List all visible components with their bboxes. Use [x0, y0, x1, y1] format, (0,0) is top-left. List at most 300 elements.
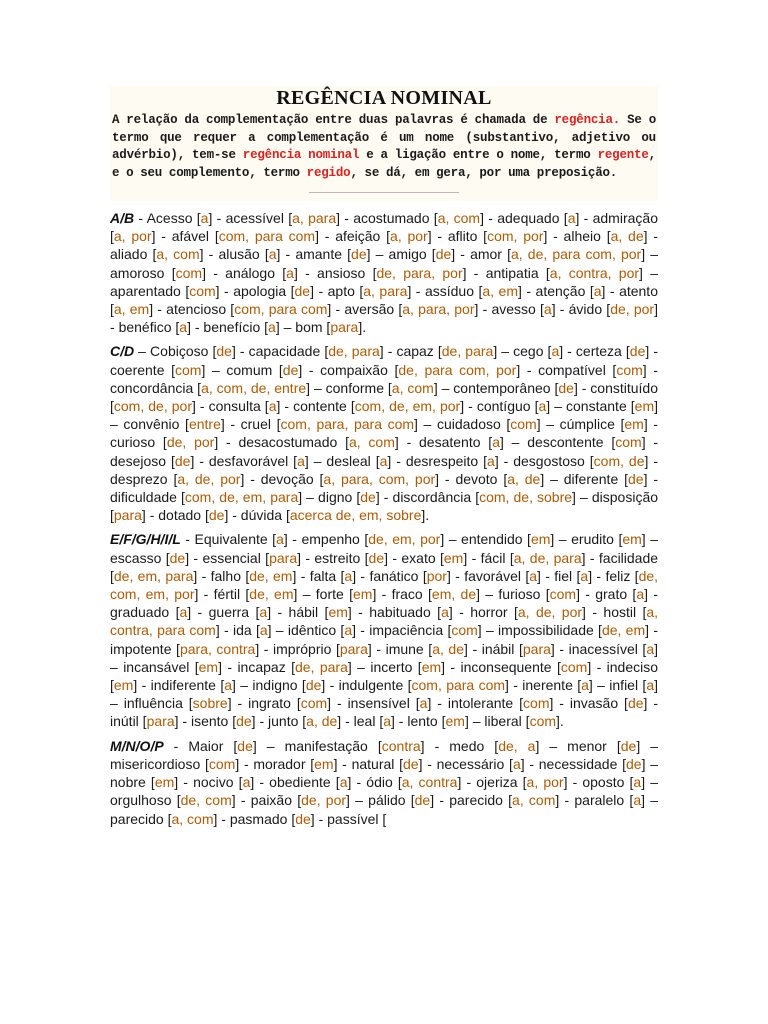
entry-preposition: com	[510, 416, 537, 433]
entry-preposition: a	[512, 755, 521, 772]
entry-word: indeciso	[606, 658, 659, 675]
entry-word: feliz	[605, 567, 631, 584]
entry-preposition: com	[529, 713, 557, 730]
entry-word: impaciência	[369, 622, 444, 639]
entry-word: impossibilidade	[498, 622, 594, 639]
entry-word: morador	[253, 755, 306, 772]
entry-preposition: a, em	[482, 282, 518, 299]
entry-preposition: para	[146, 713, 175, 730]
entry-word: ida	[232, 622, 252, 639]
entry-word: acostumado	[353, 210, 430, 226]
entry-preposition: em	[421, 658, 442, 675]
entry-preposition: a	[344, 622, 353, 639]
entry-word: coerente	[110, 361, 165, 378]
entry-preposition: de, com	[180, 792, 232, 809]
entry-word: cego	[513, 343, 544, 360]
entry-preposition: de	[629, 343, 646, 360]
entry-preposition: de, para	[328, 343, 380, 360]
entry-preposition: a, contra, por	[549, 264, 640, 281]
entry-preposition: a, de	[432, 640, 465, 657]
entry-preposition: a	[441, 604, 449, 621]
entry-preposition: em	[113, 677, 134, 694]
entry-preposition: a, com, de, entre	[201, 379, 307, 396]
entry-preposition: de	[627, 470, 644, 487]
entry-word: dificuldade	[110, 489, 177, 506]
entry-word: adequado	[497, 210, 560, 226]
entry-preposition: a	[551, 343, 560, 360]
entry-preposition: em	[530, 531, 551, 548]
entry-word: convênio	[123, 416, 180, 433]
entry-word: contemporâneo	[453, 379, 551, 396]
entry-word: cuidadoso	[436, 416, 501, 433]
entry-word: escasso	[110, 549, 162, 566]
entry-word: necessidade	[538, 755, 618, 772]
entry-word: desgostoso	[513, 452, 585, 469]
entry-word: isento	[190, 713, 229, 730]
entry-preposition: para	[269, 549, 298, 566]
entry-preposition: a	[646, 640, 655, 657]
entry-word: aliado	[110, 246, 148, 263]
entry-preposition: de	[558, 379, 574, 396]
entry-word: devoto	[455, 470, 498, 487]
entry-preposition: de, em, para	[113, 567, 194, 584]
section-heading: A/B	[110, 210, 135, 226]
section-heading: M/N/O/P	[110, 737, 164, 754]
entry-word: apologia	[233, 282, 287, 299]
entry-preposition: de	[174, 452, 191, 469]
entry-word: graduado	[110, 604, 170, 621]
entry-word: ávido	[568, 301, 603, 318]
entry-word: falho	[210, 567, 241, 584]
entry-preposition: a, em	[113, 301, 150, 318]
entry-preposition: a, com	[171, 810, 214, 827]
entry-preposition: a, com	[391, 379, 434, 396]
entry-word: facilidade	[598, 549, 659, 566]
entry-word: certeza	[575, 343, 622, 360]
entry-word: falta	[309, 567, 337, 584]
entry-word: necessário	[436, 755, 505, 772]
entry-word: essencial	[202, 549, 261, 566]
entry-preposition: sobre	[192, 695, 228, 712]
entry-word: discordância	[392, 489, 472, 506]
entry-word: diferente	[563, 470, 619, 487]
entry-word: compaixão	[320, 361, 388, 378]
entry-preposition: a	[383, 713, 392, 730]
entry-word: afável	[171, 228, 210, 245]
entry-preposition: de	[414, 792, 431, 809]
entry-word: orgulhoso	[110, 792, 172, 809]
entry-word: pasmado	[229, 810, 288, 827]
entry-preposition: a	[297, 452, 305, 469]
entry-preposition: de, com, em, por	[110, 567, 659, 603]
entry-preposition: com, para, para com	[280, 416, 415, 433]
entry-word: amigo	[388, 246, 427, 263]
entry-word: capacidade	[248, 343, 321, 360]
entry-word: imune	[385, 640, 424, 657]
entry-word: inconsequente	[460, 658, 552, 675]
entry-word: assíduo	[424, 282, 475, 299]
entry-preposition: de	[368, 549, 385, 566]
divider	[309, 192, 459, 193]
entry-word: parecido	[110, 810, 164, 827]
entry-word: intolerante	[447, 695, 514, 712]
entry-word: manifestação	[284, 737, 368, 754]
entry-preposition: a	[636, 586, 645, 603]
entry-preposition: a	[581, 677, 589, 694]
entry-word: fiel	[554, 567, 573, 584]
entry-word: ódio	[366, 774, 393, 791]
entry-word: compatível	[538, 361, 606, 378]
intro-text: , e o seu complemento, termo	[112, 148, 656, 180]
entry-preposition: com, de, sobre	[479, 489, 573, 506]
section-cd: C/D – Cobiçoso [de] - capacidade [de, para] - capaz [de, para] – cego [a] - certeza [de] - coerente [com] – comum [de] - compaixão [de, para com, por] - compatível [com] - concordância [a, com, de, entre] – conforme [a, com] – contemporâneo [de] - constituído [com, de, por] - consulta [a] - contente [com, de, em, por] - contíguo [a] – constante [em] – convênio [entre] - cruel [com, para, para com] – cuidadoso [com] – cúmplice [em] - curioso [de, por] - desacostumado [a, com] - desatento [a] – descontente [com] - desejoso [de] - desfavorável [a] – desleal [a] - desrespeito [a] - desgostoso [com, de] - desprezo [a, de, por] - devoção [a, para, com, por] - devoto [a, de] – diferente [de] - dificuldade [com, de, em, para] – digno [de] - discordância [com, de, sobre] – disposição [para] - dotado [de] - dúvida [acerca de, em, sobre].	[110, 343, 659, 524]
entry-preposition: a	[529, 567, 538, 584]
entry-word: indulgente	[338, 677, 404, 694]
entry-preposition: de, por	[301, 792, 347, 809]
entry-word: descontente	[527, 434, 604, 451]
entry-preposition: a, de, para com, por	[510, 246, 642, 263]
entry-word: desatento	[419, 434, 481, 451]
entry-preposition: de, para com, por	[398, 361, 517, 378]
entry-preposition: de	[627, 695, 644, 712]
entry-word: Cobiçoso	[150, 343, 209, 360]
entry-preposition: de	[403, 755, 419, 772]
entry-preposition: de, em, por	[368, 531, 441, 548]
entry-word: paralelo	[574, 792, 625, 809]
section-mnop: M/N/O/P - Maior [de] – manifestação [contra] - medo [de, a] – menor [de] – misericordioso [com] - morador [em] - natural [de] - necessário [a] - necessidade [de] – nobre [em] - nocivo [a] - obediente [a] - ódio [a, contra] - ojeriza [a, por] - oposto [a] – orgulhoso [de, com] - paixão [de, por] – pálido [de] - parecido [a, com] - paralelo [a] – parecido [a, com] - pasmado [de] - passível [	[110, 737, 659, 827]
entry-word: idêntico	[287, 622, 337, 639]
entry-word: fraco	[391, 586, 423, 603]
entry-word: acessível	[225, 210, 284, 226]
entry-word: apto	[327, 282, 355, 299]
entry-preposition: de	[208, 507, 225, 524]
entry-preposition: a	[268, 246, 277, 263]
entry-word: horror	[470, 604, 508, 621]
entry-preposition: a	[276, 531, 284, 548]
entry-preposition: com	[560, 658, 588, 675]
entry-preposition: a	[224, 677, 233, 694]
entry-preposition: a	[492, 434, 500, 451]
entry-preposition: com, de, em, para	[184, 489, 299, 506]
highlight-term: regido	[306, 165, 351, 180]
entry-preposition: a	[538, 398, 547, 415]
entry-word: nobre	[110, 774, 146, 791]
entry-word: exato	[401, 549, 436, 566]
entry-word: admiração	[592, 210, 658, 226]
entry-preposition: de	[236, 713, 252, 730]
highlight-term: regente	[597, 148, 649, 162]
entry-word: constituído	[590, 379, 659, 396]
entry-word: incapaz	[237, 658, 286, 675]
entry-word: inacessível	[568, 640, 638, 657]
entry-preposition: com	[300, 695, 328, 712]
entry-word: forte	[315, 586, 344, 603]
entry-preposition: de, para, por	[376, 264, 463, 281]
entry-word: liberal	[484, 713, 522, 730]
entry-preposition: em	[443, 549, 464, 566]
entry-preposition: a, para, com, por	[323, 470, 436, 487]
highlight-term: regência nominal	[242, 148, 360, 162]
entry-word: passível	[327, 810, 379, 827]
entry-word: lento	[407, 713, 438, 730]
entry-word: infiel	[609, 677, 639, 694]
highlight-term: regência.	[554, 113, 621, 127]
entry-word: desejoso	[110, 452, 167, 469]
entry-preposition: a, de	[306, 713, 338, 730]
entry-preposition: contra	[381, 737, 421, 754]
entry-word: erudito	[571, 531, 614, 548]
entry-preposition: a, de, por	[517, 604, 583, 621]
entry-preposition: para, contra	[179, 640, 256, 657]
entry-word: alusão	[218, 246, 260, 263]
entry-word: misericordioso	[110, 755, 201, 772]
entry-preposition: de, a	[498, 737, 536, 754]
entry-preposition: em	[154, 774, 175, 791]
entry-word: atento	[619, 282, 658, 299]
entry-preposition: acerca de, em, sobre	[289, 507, 422, 524]
entry-preposition: com, de	[593, 452, 645, 469]
entry-word: digno	[318, 489, 353, 506]
entry-word: favorável	[464, 567, 521, 584]
entry-word: capaz	[396, 343, 434, 360]
entry-word: estreito	[314, 549, 361, 566]
entry-word: cruel	[240, 416, 271, 433]
entry-word: avesso	[491, 301, 536, 318]
entry-preposition: com	[208, 755, 236, 772]
entry-preposition: a	[200, 210, 209, 226]
entry-word: ingrato	[248, 695, 291, 712]
entry-word: furioso	[498, 586, 541, 603]
entry-word: Acesso	[146, 210, 193, 226]
entry-preposition: de	[360, 489, 376, 506]
entry-preposition: a, contra	[401, 774, 458, 791]
entry-word: desfavorável	[208, 452, 289, 469]
entry-preposition: a	[286, 264, 294, 281]
entry-word: insensível	[347, 695, 410, 712]
entry-preposition: a, com	[512, 792, 556, 809]
regencia-list	[110, 209, 658, 828]
entry-preposition: de, para	[295, 658, 348, 675]
entry-word: curioso	[110, 434, 156, 451]
entry-preposition: de	[216, 343, 232, 360]
entry-preposition: a	[593, 282, 602, 299]
entry-word: amor	[470, 246, 502, 263]
document-page	[110, 86, 658, 828]
entry-preposition: a, com	[156, 246, 200, 263]
entry-word: fácil	[480, 549, 506, 566]
section-efghil: E/F/G/H/I/L - Equivalente [a] - empenho [de, em, por] – entendido [em] – erudito [em] – escasso [de] - essencial [para] - estreito [de] - exato [em] - fácil [a, de, para] - facilidade [de, em, para] - falho [de, em] - falta [a] - fanático [por] - favorável [a] - fiel [a] - feliz [de, com, em, por] - fértil [de, em] – forte [em] - fraco [em, de] – furioso [com] - grato [a] - graduado [a] - guerra [a] - hábil [em] - habituado [a] - horror [a, de, por] - hostil [a, contra, para com] - ida [a] – idêntico [a] - impaciência [com] – impossibilidade [de, em] - impotente [para, contra] - impróprio [para] - imune [a, de] - inábil [para] - inacessível [a] – incansável [em] - incapaz [de, para] – incerto [em] - inconsequente [com] - indeciso [em] - indiferente [a] – indigno [de] - indulgente [com, para com] - inerente [a] – infiel [a] – influência [sobre] - ingrato [com] - insensível [a] - intolerante [com] - invasão [de] - inútil [para] - isento [de] - junto [a, de] - leal [a] - lento [em] – liberal [com].	[110, 531, 659, 730]
entry-preposition: a	[339, 774, 348, 791]
entry-preposition: a, de, para	[513, 549, 582, 566]
page-title: REGÊNCIA NOMINAL	[276, 87, 492, 109]
entry-word: alheio	[563, 228, 601, 245]
entry-preposition: a, de, por	[177, 470, 241, 487]
entry-word: ansioso	[317, 264, 366, 281]
entry-word: devoção	[260, 470, 314, 487]
entry-word: nocivo	[193, 774, 234, 791]
entry-word: impotente	[110, 640, 172, 657]
entry-preposition: a	[179, 604, 188, 621]
entry-preposition: a	[268, 398, 277, 415]
entry-preposition: por	[426, 567, 447, 584]
intro-box	[110, 86, 658, 201]
entry-preposition: com, de, por	[113, 398, 192, 415]
entry-word: Equivalente	[194, 531, 268, 548]
entry-preposition: a, por	[526, 774, 564, 791]
section-heading: E/F/G/H/I/L	[110, 531, 181, 548]
entry-word: cúmplice	[559, 416, 615, 433]
entry-word: concordância	[110, 379, 194, 396]
entry-word: grato	[595, 586, 628, 603]
entry-word: ojeriza	[476, 774, 518, 791]
entry-word: contente	[293, 398, 347, 415]
entry-word: indiferente	[150, 677, 216, 694]
entry-word: bom	[295, 319, 323, 336]
entry-preposition: com	[175, 361, 202, 378]
entry-preposition: para	[330, 319, 359, 336]
entry-word: hábil	[288, 604, 319, 621]
entry-word: indigno	[252, 677, 298, 694]
entry-preposition: de	[435, 246, 452, 263]
entry-preposition: a	[242, 774, 251, 791]
entry-word: desrespeito	[405, 452, 479, 469]
entry-preposition: de	[351, 246, 367, 263]
entry-preposition: com, para com	[218, 228, 316, 245]
entry-word: entendido	[461, 531, 523, 548]
entry-word: atenção	[535, 282, 586, 299]
entry-preposition: em	[314, 755, 334, 772]
entry-word: inábil	[481, 640, 515, 657]
entry-preposition: a, de	[507, 470, 541, 487]
entry-word: amante	[295, 246, 343, 263]
intro-text: , se dá, em gera, por uma preposição.	[350, 165, 618, 180]
entry-word: desleal	[326, 452, 371, 469]
entry-preposition: em	[198, 658, 219, 675]
entry-preposition: em	[352, 586, 373, 603]
entry-preposition: para	[339, 640, 368, 657]
entry-word: parecido	[449, 792, 503, 809]
entry-preposition: de	[620, 737, 637, 754]
entry-preposition: de	[294, 282, 311, 299]
entry-preposition: com, para com	[411, 677, 506, 694]
entry-preposition: de	[237, 737, 253, 754]
entry-word: influência	[123, 695, 183, 712]
entry-preposition: a	[268, 319, 276, 336]
entry-preposition: a, por	[390, 228, 428, 245]
entry-word: pálido	[368, 792, 406, 809]
entry-preposition: de, em	[249, 567, 293, 584]
entry-preposition: com	[451, 622, 478, 639]
entry-preposition: em	[328, 604, 348, 621]
entry-preposition: de	[305, 677, 322, 694]
entry-word: inerente	[522, 677, 573, 694]
entry-word: inútil	[110, 713, 139, 730]
entry-word: conforme	[325, 379, 384, 396]
entry-preposition: em, de	[431, 586, 477, 603]
entry-preposition: a	[419, 695, 428, 712]
intro-text: e a ligação entre o nome, termo	[359, 148, 598, 162]
entry-preposition: a	[259, 604, 268, 621]
entry-preposition: de, em	[249, 586, 294, 603]
entry-preposition: em	[445, 713, 465, 730]
entry-preposition: de, para	[441, 343, 494, 360]
entry-preposition: a	[259, 622, 268, 639]
entry-word: disposição	[591, 489, 659, 506]
entry-preposition: entre	[188, 416, 221, 433]
entry-word: natural	[351, 755, 395, 772]
entry-word: menor	[567, 737, 607, 754]
entry-preposition: em	[634, 398, 655, 415]
entry-word: desprezo	[110, 470, 168, 487]
entry-word: aversão	[344, 301, 395, 318]
entry-preposition: a, para	[292, 210, 337, 226]
entry-word: leal	[353, 713, 376, 730]
entry-preposition: a, por	[113, 228, 152, 245]
section-ab: A/B - Acesso [a] - acessível [a, para] - acostumado [a, com] - adequado [a] - admiração [a, por] - afável [com, para com] - afeição [a, por] - aflito [com, por] - alheio [a, de] - aliado [a, com] - alusão [a] - amante [de] – amigo [de] - amor [a, de, para com, por] – amoroso [com] - análogo [a] - ansioso [de, para, por] - antipatia [a, contra, por] – aparentado [com] - apologia [de] - apto [a, para] - assíduo [a, em] - atenção [a] - atento [a, em] - atencioso [com, para com] - aversão [a, para, por] - avesso [a] - ávido [de, por] - benéfico [a] - benefício [a] – bom [para].	[110, 210, 658, 336]
entry-word: dúvida	[240, 507, 283, 524]
entry-preposition: a, para	[363, 282, 408, 299]
entry-word: antipatia	[485, 264, 539, 281]
entry-word: guerra	[208, 604, 250, 621]
entry-word: junto	[268, 713, 299, 730]
entry-word: incerto	[370, 658, 413, 675]
entry-preposition: com	[549, 586, 577, 603]
entry-preposition: a	[179, 319, 188, 336]
entry-word: análogo	[225, 264, 275, 281]
entry-preposition: de	[626, 755, 642, 772]
entry-preposition: com	[615, 434, 642, 451]
entry-word: benéfico	[118, 319, 172, 336]
entry-word: desacostumado	[238, 434, 338, 451]
entry-preposition: a, com	[437, 210, 481, 226]
entry-preposition: a	[580, 567, 589, 584]
intro-text: A relação da complementação entre duas palavras é chamada de	[112, 113, 555, 127]
entry-preposition: a	[543, 301, 552, 318]
entry-word: amoroso	[110, 264, 165, 281]
entry-preposition: com, para com	[234, 301, 328, 318]
entry-preposition: com	[175, 264, 203, 281]
entry-preposition: de, por	[610, 301, 655, 318]
entry-preposition: a	[646, 677, 655, 694]
entry-preposition: a, com	[348, 434, 395, 451]
entry-preposition: de	[282, 361, 299, 378]
entry-preposition: para	[522, 640, 551, 657]
entry-preposition: de, em	[601, 622, 646, 639]
entry-preposition: com, por	[487, 228, 544, 245]
entry-word: invasão	[569, 695, 619, 712]
entry-preposition: de, por	[166, 434, 215, 451]
entry-preposition: de	[169, 549, 186, 566]
section-heading: C/D	[110, 343, 135, 360]
entry-word: Maior	[188, 737, 224, 754]
entry-word: constante	[566, 398, 627, 415]
entry-word: impróprio	[273, 640, 332, 657]
entry-word: afeição	[335, 228, 381, 245]
entry-preposition: em	[622, 531, 642, 548]
entry-preposition: para	[113, 507, 142, 524]
entry-preposition: a	[633, 792, 642, 809]
entry-preposition: a	[379, 452, 388, 469]
entry-word: consulta	[208, 398, 261, 415]
intro-text: Se o termo que requer a complementação é um nome (substantivo, adjetivo ou advérbio), tem-se	[112, 113, 656, 162]
intro-paragraph	[112, 112, 656, 182]
entry-preposition: a	[633, 774, 642, 791]
entry-word: aparentado	[110, 282, 181, 299]
entry-word: incansável	[123, 658, 190, 675]
entry-preposition: com	[616, 361, 643, 378]
entry-preposition: a, para, por	[402, 301, 475, 318]
entry-word: hostil	[603, 604, 637, 621]
